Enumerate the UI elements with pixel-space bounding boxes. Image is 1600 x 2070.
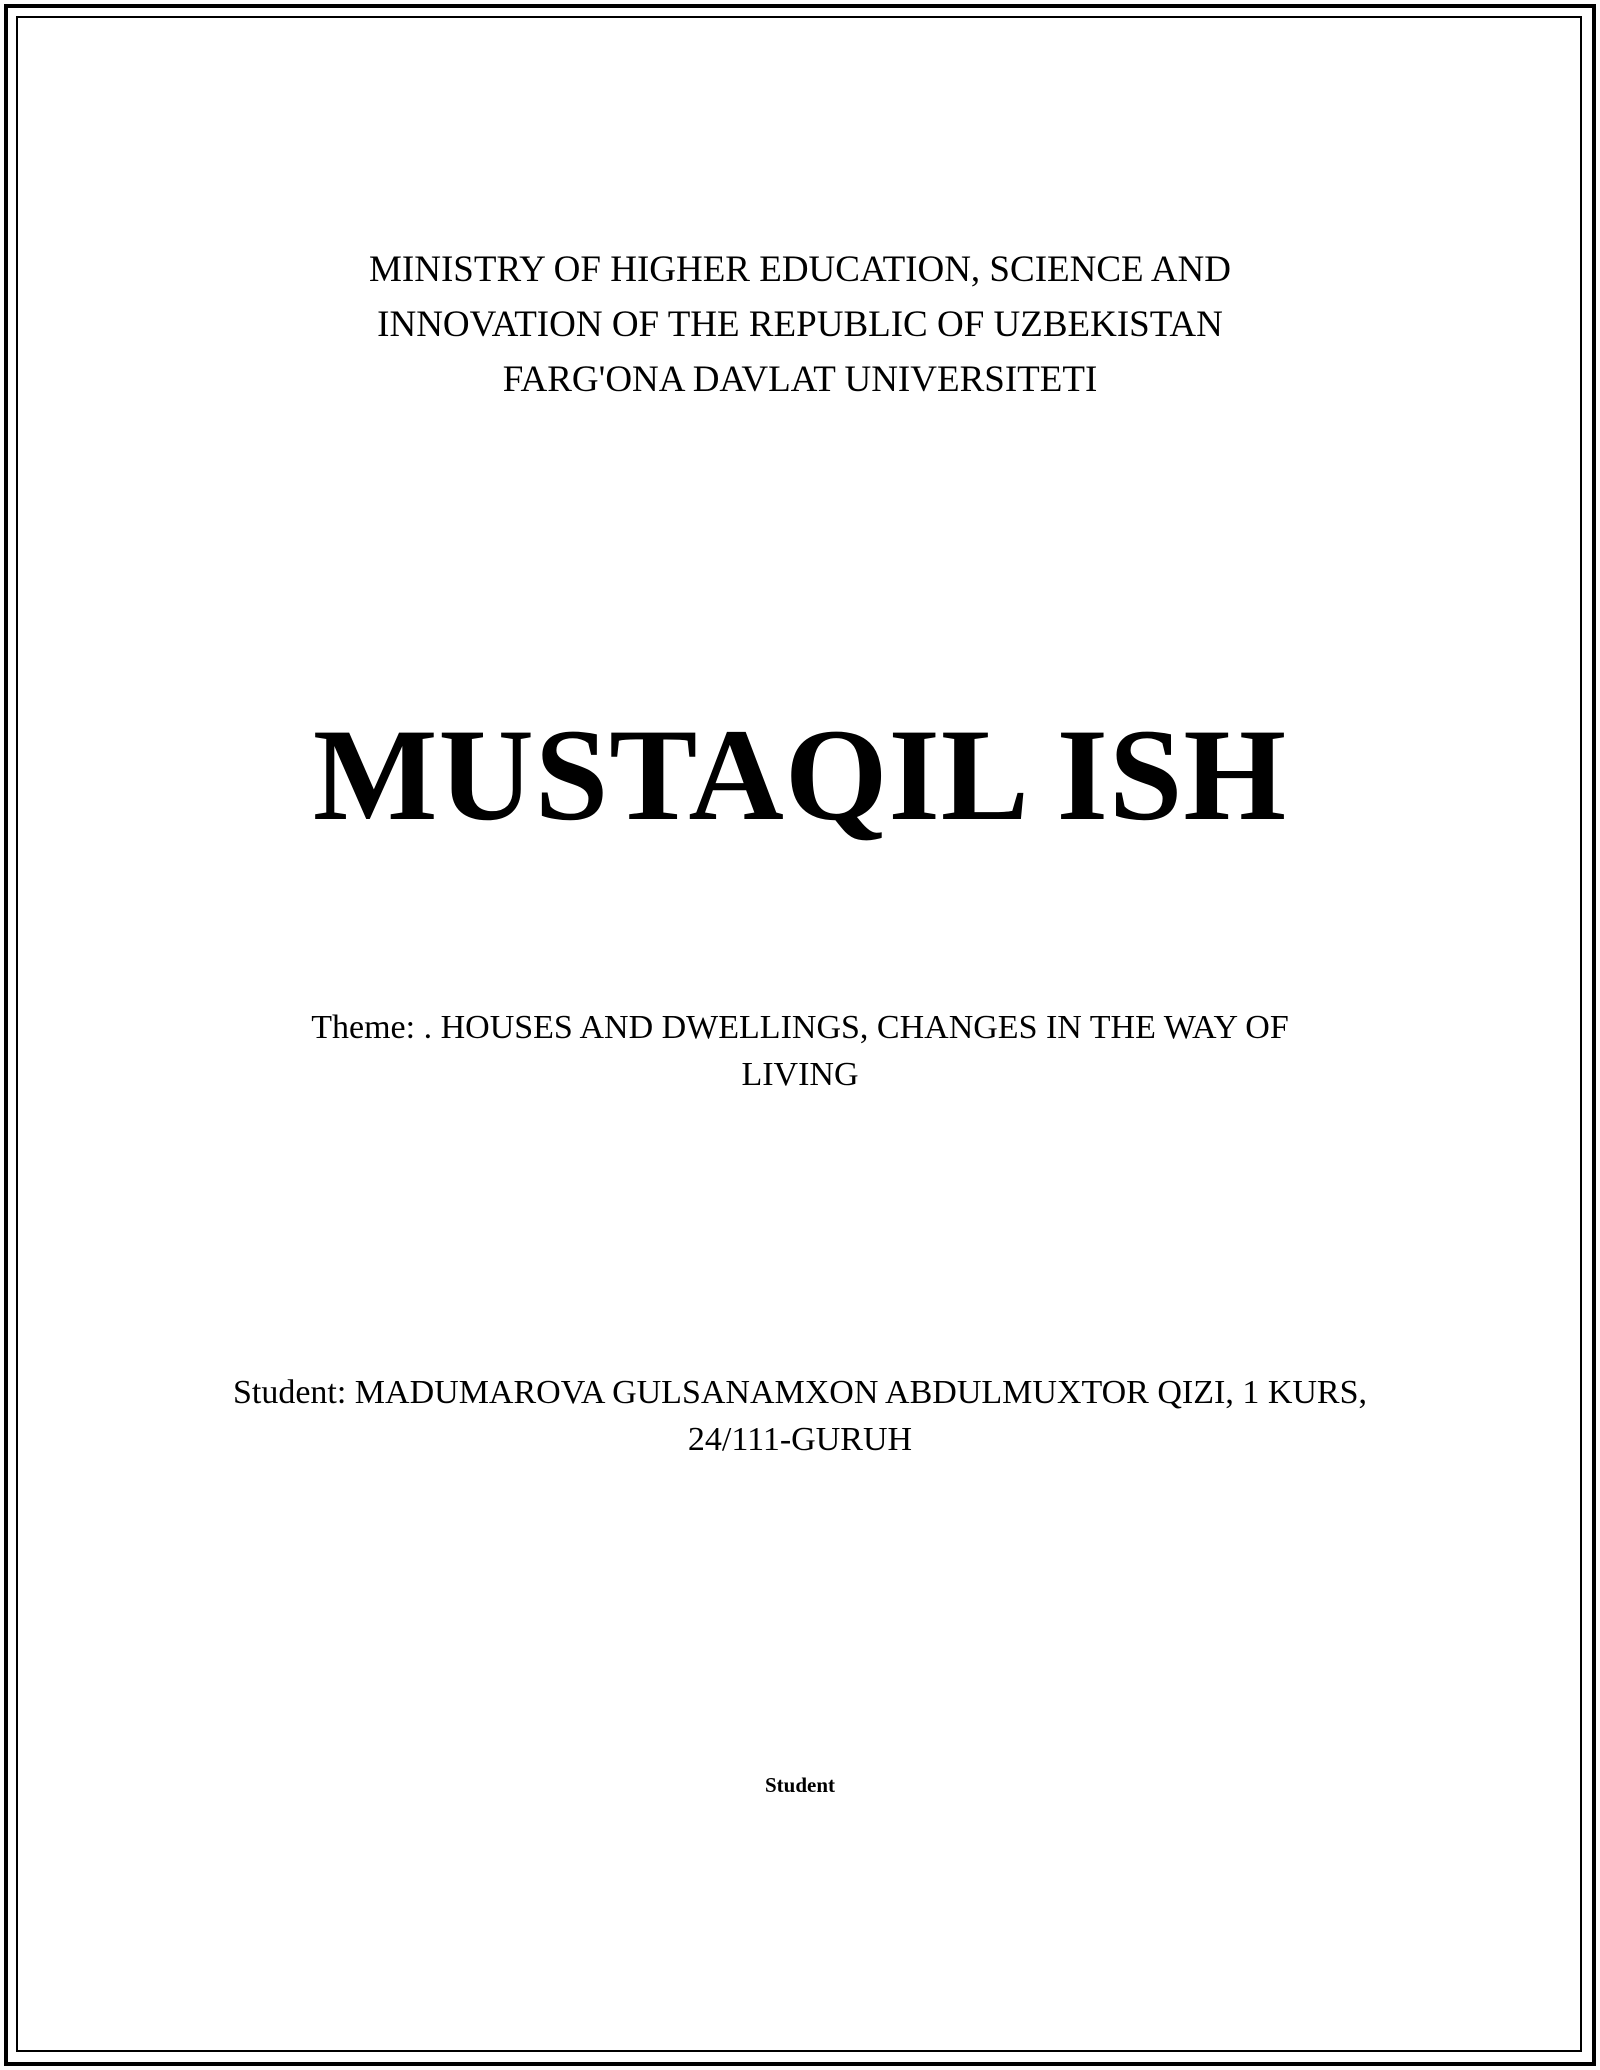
institution-header [200,242,1400,407]
student-info: Student: MADUMAROVA GULSANAMXON ABDULMUXTOR QIZI, 1 KURS, 24/111-GURUH [232,1374,1368,1458]
signature-label: Student [764,1773,836,1797]
theme-text: Theme: . HOUSES AND DWELLINGS, CHANGES IN THE WAY OF LIVING [311,1009,1289,1093]
header-line-republic: INNOVATION OF THE REPUBLIC OF UZBEKISTAN [377,304,1223,345]
document-title: MUSTAQIL ISH [312,701,1288,848]
header-line-ministry: MINISTRY OF HIGHER EDUCATION, SCIENCE AND [369,249,1231,290]
header-line-university: FARG'ONA DAVLAT UNIVERSITETI [502,359,1098,400]
